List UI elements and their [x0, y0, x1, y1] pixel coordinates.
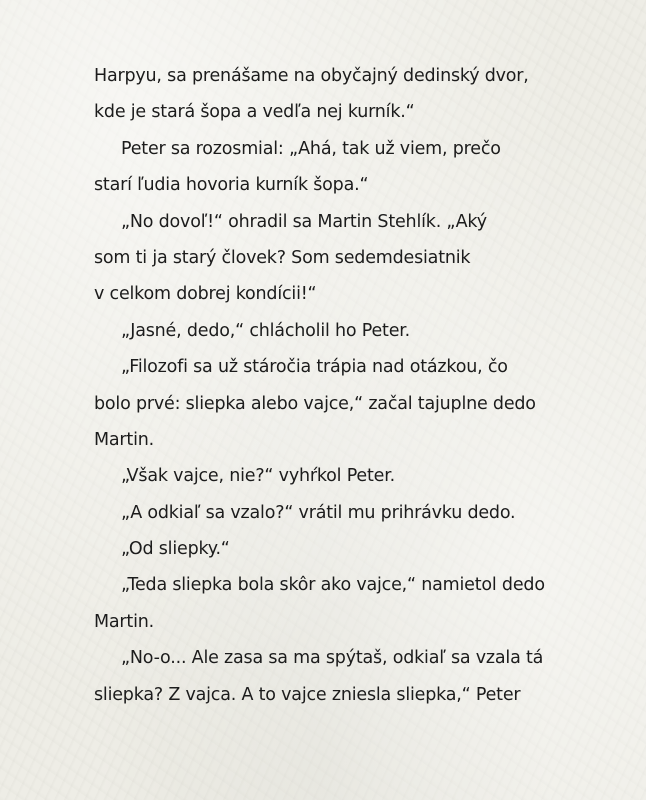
text-line: Martin. [94, 429, 154, 450]
text-line: bolo prvé: sliepka alebo vajce,“ začal tajuplne dedo [94, 393, 536, 414]
text-line: „No-o... Ale zasa sa ma spýtaš, odkiaľ sa vzala tá [121, 648, 544, 669]
text-line: som ti ja starý človek? Som sedemdesiatnik [94, 247, 471, 268]
text-line: kde je stará šopa a vedľa nej kurník.“ [94, 102, 415, 123]
text-line: „Od sliepky.“ [121, 539, 230, 560]
text-line: starí ľudia hovoria kurník šopa.“ [94, 175, 369, 196]
text-line: Peter sa rozosmial: „Ahá, tak už viem, prečo [121, 138, 501, 159]
text-line: „Však vajce, nie?“ vyhŕkol Peter. [121, 466, 395, 487]
text-line: Martin. [94, 611, 154, 632]
text-line: sliepka? Z vajca. A to vajce zniesla sliepka,“ Peter [94, 684, 521, 705]
text-line: „A odkiaľ sa vzalo?“ vrátil mu prihrávku dedo. [121, 502, 516, 523]
text-line: Harpyu, sa prenášame na obyčajný dedinský dvor, [94, 66, 529, 86]
text-line: „Filozofi sa už stáročia trápia nad otázkou, čo [121, 357, 508, 378]
text-line: „Jasné, dedo,“ chlácholil ho Peter. [121, 320, 411, 341]
text-line: „Teda sliepka bola skôr ako vajce,“ namietol dedo [121, 575, 545, 596]
text-line: „No dovoľ!“ ohradil sa Martin Stehlík. „Aký [121, 211, 487, 232]
story-text-block [94, 58, 564, 713]
text-line: v celkom dobrej kondícii!“ [94, 284, 317, 305]
